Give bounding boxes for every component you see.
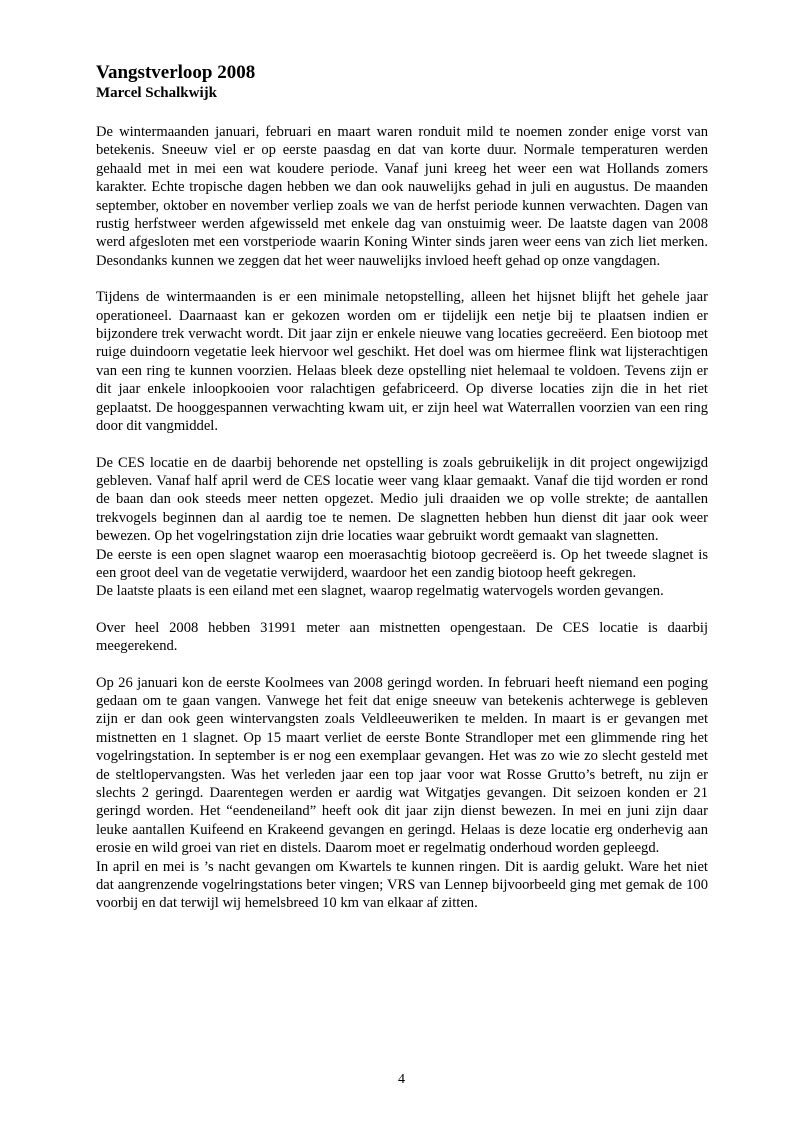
paragraph-winter-setup: Tijdens de wintermaanden is er een minimale netopstelling, alleen het hijsnet blijft het gehele jaar operationeel. Daarnaast kan er gekozen worden om er tijdelijk een netje bij te plaatsen indien er bijzondere trek verwacht wordt. Dit jaar zijn er enkele nieuwe vang locaties gecreëerd. Een biotoop met ruige duindoorn vegetatie leek hiervoor wel geschikt. Het doel was om hiermee flink wat lijsterachtigen van een ring te kunnen voorzien. Helaas bleek deze opstelling niet helemaal te voldoen. Tevens zijn er dit jaar enkele inloopkooien voor ralachtigen gefabriceerd. Op diverse locaties zijn die in het riet geplaatst. De hooggespannen verwachting kwam uit, er zijn heel wat Waterrallen voorzien van een ring door dit vangmiddel. bbox=[96, 289, 708, 435]
paragraph-ces-location: De CES locatie en de daarbij behorende net opstelling is zoals gebruikelijk in dit project ongewijzigd gebleven. Vanaf half april werd de CES locatie weer vang klaar gemaakt. Vanaf die tijd worden er rond de baan dan ook steeds meer netten opgezet. Medio juli draaiden we op volle strekte; de aantallen trekvogels beginnen dan al aardig toe te nemen. De slagnetten hebben hun dienst dit jaar ook weer bewezen. Op het vogelringstation zijn drie locaties waar gebruikt wordt gemaakt van slagnetten. bbox=[96, 454, 708, 545]
article-title: Vangstverloop 2008 bbox=[96, 62, 256, 83]
paragraph-island-slagnet: De laatste plaats is een eiland met een slagnet, waarop regelmatig watervogels worden gevangen. bbox=[96, 583, 664, 600]
paragraph-net-total: Over heel 2008 hebben 31991 meter aan mistnetten opengestaan. De CES locatie is daarbij meegerekend. bbox=[96, 619, 708, 655]
author-name: Marcel Schalkwijk bbox=[96, 85, 217, 101]
paragraph-weather: De wintermaanden januari, februari en maart waren ronduit mild te noemen zonder enige vorst van betekenis. Sneeuw viel er op eerste paasdag en dat van korte duur. Normale temperaturen werden gehaald met in mei een wat koudere periode. Vanaf juni kreeg het weer een wat Hollands zomers karakter. Echte tropische dagen hebben we dan ook nauwelijks gehad in juli en augustus. De maanden september, oktober en november verliep zoals we van de herfst periode kunnen verwachten. Dagen van rustig herfstweer werden afgewisseld met enkele dag van onstuimig weer. De laatste dagen van 2008 werd afgesloten met een vorstperiode waarin Koning Winter sinds jaren weer eens van zich liet merken. Desondanks kunnen we zeggen dat het weer nauwelijks invloed heeft gehad op onze vangdagen. bbox=[96, 124, 708, 269]
document-page bbox=[96, 62, 708, 913]
paragraph-catches: Op 26 januari kon de eerste Koolmees van 2008 geringd worden. In februari heeft niemand een poging gedaan om te gaan vangen. Vanwege het feit dat enige sneeuw van betekenis achterwege is gebleven zijn er dan ook geen wintervangsten zoals Veldleeuweriken te melden. In maart is er gevangen met mistnetten en 1 slagnet. Op 15 maart verliet de eerste Bonte Strandloper met een glimmende ring het vogelringstation. In september is er nog een exemplaar gevangen. Het was zo wie zo slecht gesteld met de steltlopervangsten. Was het verleden jaar een top jaar voor wat Rosse Grutto’s betreft, nu zijn er slechts 2 geringd. Daarentegen werden er aardig wat Witgatjes gevangen. Dit seizoen konden er 21 geringd worden. Het “eendeneiland” heeft ook dit jaar zijn dienst bewezen. In mei en juni zijn daar leuke aantallen Kuifeend en Krakeend gevangen en geringd. Helaas is deze locatie erg onderhevig aan erosie en wild groei van riet en distels. Daarom moet er regelmatig onderhoud worden gepleegd. bbox=[96, 674, 708, 857]
page-number: 4 bbox=[398, 1072, 405, 1087]
paragraph-quail: In april en mei is ’s nacht gevangen om Kwartels te kunnen ringen. Dit is aardig gelukt. Ware het niet dat aangrenzende vogelringstations beter vingen; VRS van Lennep bijvoorbeeld ging met gemak de 100 voorbij en dat terwijl wij hemelsbreed 10 km van elkaar af zitten. bbox=[96, 858, 708, 912]
paragraph-first-slagnet: De eerste is een open slagnet waarop een moerasachtig biotoop gecreëerd is. Op het tweede slagnet is een groot deel van de vegetatie verwijderd, waardoor het een zandig biotoop heeft gekregen. bbox=[96, 546, 708, 581]
